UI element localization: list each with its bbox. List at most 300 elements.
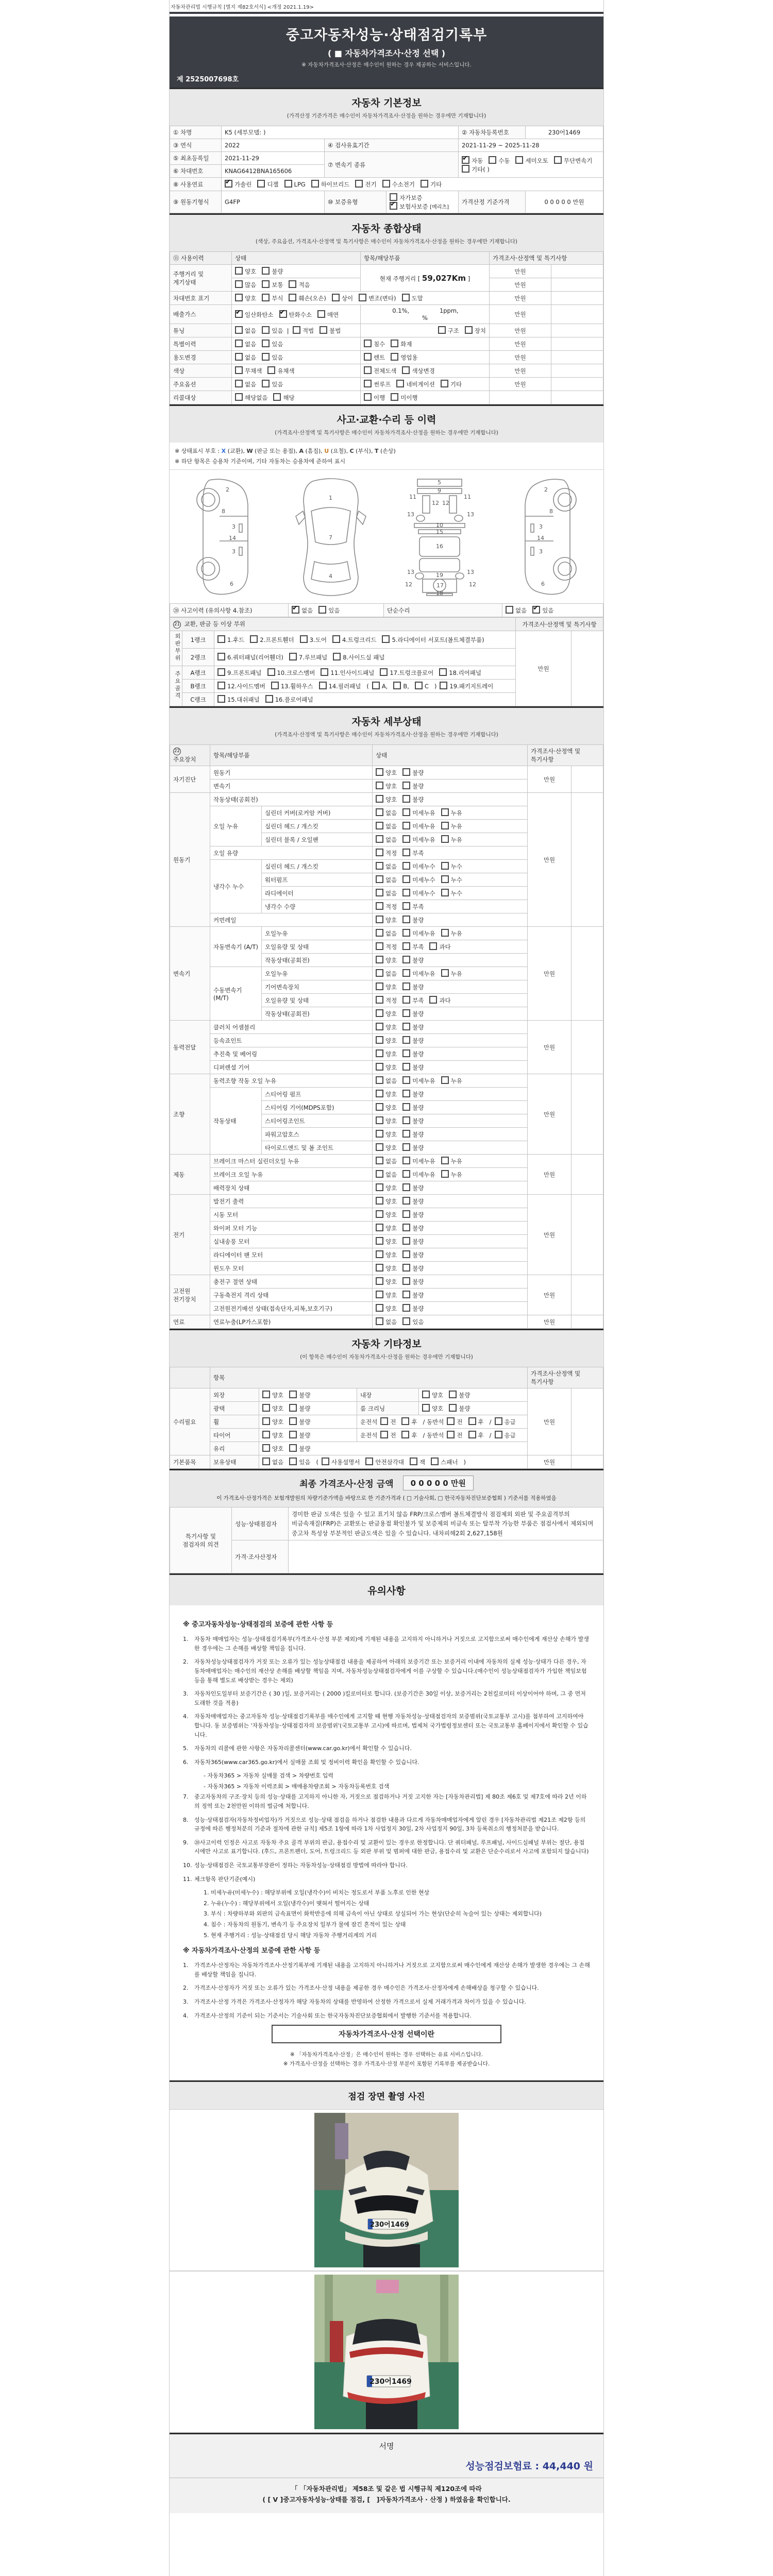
checkbox-icon[interactable] — [441, 862, 449, 870]
checkbox-option[interactable] — [441, 969, 462, 978]
checkbox-option[interactable] — [376, 902, 397, 911]
checkbox-icon[interactable] — [415, 682, 423, 689]
checkbox-icon[interactable] — [217, 695, 225, 703]
checkbox-icon[interactable] — [376, 982, 383, 990]
checkbox-option[interactable] — [333, 653, 384, 662]
checkbox-icon[interactable] — [402, 1197, 410, 1205]
checkbox-icon[interactable] — [402, 768, 410, 776]
checkbox-option[interactable] — [376, 1049, 397, 1058]
checkbox-icon[interactable] — [235, 294, 243, 301]
checkbox-option[interactable] — [506, 606, 527, 615]
checkbox-option[interactable] — [376, 1264, 397, 1273]
checkbox-option[interactable] — [235, 353, 256, 362]
checkbox-icon[interactable] — [380, 668, 388, 676]
checkbox-option[interactable] — [262, 294, 283, 302]
checkbox-icon[interactable] — [262, 280, 270, 288]
checkbox-option[interactable] — [402, 969, 435, 978]
checkbox-option[interactable] — [311, 180, 350, 189]
checkbox-option[interactable] — [376, 768, 397, 777]
checkbox-option[interactable] — [402, 768, 424, 777]
checkbox-option[interactable] — [402, 366, 434, 375]
checkbox-icon[interactable] — [235, 340, 243, 347]
checkbox-icon[interactable] — [440, 682, 447, 689]
checkbox-option[interactable] — [441, 875, 462, 884]
checkbox-icon[interactable] — [289, 1417, 297, 1425]
checkbox-option[interactable] — [376, 956, 397, 964]
checkbox-option[interactable] — [402, 1183, 424, 1192]
checkbox-option[interactable] — [318, 606, 340, 615]
checkbox-option[interactable] — [376, 835, 397, 844]
checkbox-option[interactable] — [380, 1431, 396, 1439]
checkbox-option[interactable] — [376, 1170, 397, 1179]
checkbox-option[interactable] — [250, 635, 294, 644]
checkbox-option[interactable] — [402, 996, 424, 1005]
checkbox-icon[interactable] — [235, 353, 243, 361]
checkbox-icon[interactable] — [376, 768, 383, 776]
checkbox-icon[interactable] — [365, 1458, 373, 1465]
checkbox-option[interactable] — [376, 996, 397, 1005]
checkbox-option[interactable] — [317, 310, 339, 319]
checkbox-icon[interactable] — [235, 280, 243, 288]
checkbox-option[interactable] — [376, 822, 397, 831]
checkbox-option[interactable] — [402, 1009, 424, 1018]
checkbox-option[interactable] — [376, 1183, 397, 1192]
checkbox-option[interactable] — [289, 653, 327, 662]
checkbox-icon[interactable] — [289, 1391, 297, 1398]
checkbox-icon[interactable] — [376, 1170, 383, 1178]
checkbox-icon[interactable] — [273, 393, 281, 401]
checkbox-option[interactable] — [429, 996, 450, 1005]
checkbox-icon[interactable] — [267, 668, 275, 676]
checkbox-option[interactable] — [376, 1250, 397, 1259]
checkbox-option[interactable] — [402, 1103, 424, 1112]
checkbox-option[interactable] — [376, 1143, 397, 1152]
checkbox-icon[interactable] — [376, 1317, 383, 1325]
checkbox-icon[interactable] — [402, 929, 410, 937]
checkbox-icon[interactable] — [355, 180, 363, 188]
checkbox-icon[interactable] — [402, 1103, 410, 1111]
checkbox-icon[interactable] — [284, 180, 292, 188]
checkbox-option[interactable] — [289, 1444, 310, 1453]
checkbox-icon[interactable] — [396, 380, 404, 387]
checkbox-icon[interactable] — [449, 1404, 457, 1412]
checkbox-option[interactable] — [262, 1404, 283, 1413]
checkbox-option[interactable] — [439, 668, 481, 677]
checkbox-icon[interactable] — [402, 1224, 410, 1231]
checkbox-option[interactable] — [402, 942, 424, 951]
checkbox-option[interactable] — [441, 380, 462, 388]
checkbox-icon[interactable] — [441, 835, 449, 843]
checkbox-option[interactable] — [262, 1431, 283, 1439]
checkbox-option[interactable] — [441, 808, 462, 817]
checkbox-option[interactable] — [402, 982, 424, 991]
checkbox-option[interactable] — [235, 340, 256, 348]
checkbox-checked-icon[interactable] — [462, 156, 469, 164]
checkbox-icon[interactable] — [429, 942, 437, 950]
checkbox-icon[interactable] — [376, 822, 383, 829]
checkbox-option[interactable] — [402, 1237, 424, 1246]
checkbox-option[interactable] — [402, 782, 424, 790]
checkbox-option[interactable] — [262, 1444, 283, 1453]
checkbox-icon[interactable] — [364, 353, 372, 361]
checkbox-icon[interactable] — [391, 353, 398, 361]
checkbox-icon[interactable] — [262, 294, 270, 301]
checkbox-icon[interactable] — [489, 156, 496, 164]
checkbox-icon[interactable] — [235, 380, 243, 387]
checkbox-option[interactable] — [321, 668, 374, 677]
checkbox-icon[interactable] — [402, 916, 410, 923]
checkbox-icon[interactable] — [376, 782, 383, 789]
checkbox-icon[interactable] — [441, 929, 449, 937]
checkbox-icon[interactable] — [332, 294, 340, 301]
checkbox-icon[interactable] — [441, 1170, 449, 1178]
checkbox-icon[interactable] — [376, 875, 383, 883]
checkbox-option[interactable] — [364, 366, 396, 375]
checkbox-option[interactable] — [402, 1157, 435, 1165]
checkbox-icon[interactable] — [376, 1103, 383, 1111]
checkbox-icon[interactable] — [441, 969, 449, 977]
checkbox-icon[interactable] — [235, 393, 243, 401]
checkbox-icon[interactable] — [441, 1157, 449, 1164]
checkbox-icon[interactable] — [468, 1417, 476, 1425]
checkbox-icon[interactable] — [262, 326, 270, 334]
checkbox-icon[interactable] — [376, 942, 383, 950]
checkbox-option[interactable] — [441, 889, 462, 897]
checkbox-icon[interactable] — [376, 1090, 383, 1097]
checkbox-option[interactable] — [402, 875, 435, 884]
checkbox-option[interactable] — [235, 380, 256, 388]
checkbox-checked-icon[interactable] — [279, 310, 287, 318]
checkbox-option[interactable] — [376, 889, 397, 897]
checkbox-option[interactable] — [462, 165, 490, 174]
checkbox-icon[interactable] — [421, 180, 428, 188]
checkbox-option[interactable] — [441, 1170, 462, 1179]
checkbox-option[interactable] — [396, 380, 435, 388]
checkbox-icon[interactable] — [431, 1458, 439, 1465]
checkbox-option[interactable] — [402, 1090, 424, 1098]
checkbox-option[interactable] — [402, 1049, 424, 1058]
checkbox-icon[interactable] — [376, 902, 383, 910]
checkbox-option[interactable] — [402, 1291, 424, 1299]
checkbox-option[interactable] — [376, 916, 397, 924]
checkbox-option[interactable] — [332, 294, 353, 302]
checkbox-option[interactable] — [402, 916, 424, 924]
checkbox-icon[interactable] — [402, 1049, 410, 1057]
checkbox-icon[interactable] — [265, 695, 273, 703]
checkbox-option[interactable] — [364, 393, 385, 402]
checkbox-option[interactable] — [402, 1116, 424, 1125]
checkbox-icon[interactable] — [402, 795, 410, 803]
checkbox-icon[interactable] — [402, 1210, 410, 1218]
checkbox-icon[interactable] — [462, 165, 469, 173]
checkbox-checked-icon[interactable] — [390, 202, 397, 210]
checkbox-option[interactable] — [376, 849, 397, 857]
checkbox-option[interactable] — [364, 380, 391, 388]
checkbox-icon[interactable] — [235, 326, 243, 334]
checkbox-option[interactable] — [449, 1404, 470, 1413]
checkbox-option[interactable] — [322, 1458, 360, 1466]
checkbox-icon[interactable] — [441, 875, 449, 883]
checkbox-option[interactable] — [402, 294, 423, 302]
checkbox-option[interactable] — [257, 180, 278, 189]
checkbox-option[interactable] — [262, 353, 283, 362]
checkbox-icon[interactable] — [402, 1023, 410, 1030]
checkbox-option[interactable] — [402, 929, 435, 938]
checkbox-option[interactable] — [402, 835, 435, 844]
checkbox-icon[interactable] — [376, 808, 383, 816]
checkbox-icon[interactable] — [438, 326, 446, 334]
checkbox-option[interactable] — [402, 1130, 424, 1139]
checkbox-option[interactable] — [376, 1237, 397, 1246]
checkbox-icon[interactable] — [376, 849, 383, 856]
checkbox-icon[interactable] — [289, 1431, 297, 1438]
checkbox-option[interactable] — [289, 294, 326, 302]
checkbox-icon[interactable] — [289, 1444, 297, 1452]
checkbox-icon[interactable] — [495, 1431, 502, 1438]
checkbox-icon[interactable] — [441, 380, 448, 387]
checkbox-option[interactable] — [217, 668, 262, 677]
checkbox-option[interactable] — [364, 340, 385, 348]
checkbox-option[interactable] — [235, 326, 256, 335]
checkbox-icon[interactable] — [376, 996, 383, 1004]
checkbox-option[interactable] — [401, 1431, 417, 1439]
checkbox-option[interactable] — [235, 294, 256, 302]
checkbox-option[interactable] — [376, 1076, 397, 1085]
checkbox-option[interactable] — [515, 156, 548, 165]
checkbox-icon[interactable] — [376, 1157, 383, 1164]
checkbox-option[interactable] — [376, 1157, 397, 1165]
checkbox-option[interactable] — [289, 1417, 310, 1426]
checkbox-option[interactable] — [293, 326, 314, 335]
checkbox-option[interactable] — [376, 1036, 397, 1045]
checkbox-option[interactable] — [376, 1210, 397, 1219]
checkbox-option[interactable] — [320, 326, 341, 335]
checkbox-icon[interactable] — [364, 393, 372, 401]
checkbox-icon[interactable] — [262, 267, 270, 275]
checkbox-option[interactable] — [402, 1076, 435, 1085]
checkbox-option[interactable] — [495, 1417, 516, 1426]
checkbox-icon[interactable] — [402, 822, 410, 829]
checkbox-option[interactable] — [235, 310, 274, 319]
checkbox-icon[interactable] — [402, 835, 410, 843]
checkbox-icon[interactable] — [267, 366, 275, 374]
checkbox-icon[interactable] — [422, 1404, 430, 1412]
checkbox-icon[interactable] — [364, 340, 372, 347]
checkbox-option[interactable] — [402, 1036, 424, 1045]
checkbox-option[interactable] — [449, 1391, 470, 1399]
checkbox-option[interactable] — [391, 340, 412, 348]
checkbox-option[interactable] — [376, 969, 397, 978]
checkbox-option[interactable] — [332, 635, 377, 644]
checkbox-option[interactable] — [376, 1291, 397, 1299]
checkbox-option[interactable] — [402, 1304, 424, 1313]
checkbox-option[interactable] — [382, 180, 415, 189]
checkbox-option[interactable] — [289, 1391, 310, 1399]
checkbox-option[interactable] — [359, 294, 396, 302]
checkbox-icon[interactable] — [320, 326, 327, 334]
checkbox-option[interactable] — [365, 1458, 404, 1466]
checkbox-option[interactable] — [376, 1023, 397, 1031]
checkbox-icon[interactable] — [289, 1404, 297, 1412]
checkbox-option[interactable] — [495, 1431, 516, 1439]
checkbox-option[interactable] — [402, 1197, 424, 1206]
checkbox-icon[interactable] — [376, 889, 383, 896]
checkbox-option[interactable] — [382, 635, 484, 644]
checkbox-icon[interactable] — [376, 795, 383, 803]
checkbox-icon[interactable] — [402, 875, 410, 883]
checkbox-icon[interactable] — [217, 635, 225, 643]
checkbox-icon[interactable] — [402, 1264, 410, 1272]
checkbox-icon[interactable] — [262, 1431, 270, 1438]
checkbox-option[interactable] — [262, 280, 283, 289]
checkbox-icon[interactable] — [376, 1009, 383, 1017]
checkbox-option[interactable] — [235, 393, 267, 402]
checkbox-option[interactable] — [271, 682, 313, 690]
checkbox-option[interactable] — [376, 795, 397, 804]
checkbox-icon[interactable] — [376, 1250, 383, 1258]
checkbox-option[interactable] — [402, 849, 424, 857]
checkbox-icon[interactable] — [376, 1116, 383, 1124]
checkbox-option[interactable] — [468, 1431, 484, 1439]
checkbox-option[interactable] — [289, 1404, 310, 1413]
checkbox-option[interactable] — [447, 1431, 462, 1439]
checkbox-icon[interactable] — [300, 635, 308, 643]
checkbox-option[interactable] — [376, 1063, 397, 1072]
checkbox-icon[interactable] — [289, 294, 296, 301]
checkbox-option[interactable] — [267, 366, 294, 375]
checkbox-icon[interactable] — [402, 1157, 410, 1164]
checkbox-icon[interactable] — [402, 862, 410, 870]
checkbox-icon[interactable] — [376, 1143, 383, 1151]
checkbox-option[interactable] — [262, 1458, 283, 1466]
checkbox-icon[interactable] — [321, 668, 328, 676]
checkbox-option[interactable] — [401, 1417, 417, 1426]
checkbox-icon[interactable] — [376, 1277, 383, 1285]
checkbox-option[interactable] — [279, 310, 312, 319]
checkbox-icon[interactable] — [402, 1009, 410, 1017]
checkbox-icon[interactable] — [391, 340, 398, 347]
checkbox-icon[interactable] — [262, 1391, 270, 1398]
checkbox-icon[interactable] — [402, 366, 410, 374]
checkbox-icon[interactable] — [235, 366, 243, 374]
checkbox-icon[interactable] — [376, 1049, 383, 1057]
checkbox-icon[interactable] — [402, 942, 410, 950]
checkbox-icon[interactable] — [495, 1417, 502, 1425]
checkbox-icon[interactable] — [322, 1458, 329, 1465]
checkbox-option[interactable] — [468, 1417, 484, 1426]
checkbox-icon[interactable] — [380, 1417, 388, 1425]
checkbox-icon[interactable] — [402, 849, 410, 856]
checkbox-icon[interactable] — [376, 916, 383, 923]
checkbox-icon[interactable] — [402, 1304, 410, 1312]
checkbox-checked-icon[interactable] — [292, 606, 299, 614]
checkbox-option[interactable] — [441, 1157, 462, 1165]
checkbox-option[interactable] — [532, 606, 553, 615]
checkbox-option[interactable] — [376, 1130, 397, 1139]
checkbox-icon[interactable] — [515, 156, 523, 164]
checkbox-icon[interactable] — [422, 1391, 430, 1398]
checkbox-option[interactable] — [441, 822, 462, 831]
checkbox-icon[interactable] — [441, 1076, 449, 1084]
checkbox-option[interactable] — [376, 1224, 397, 1232]
checkbox-option[interactable] — [402, 1224, 424, 1232]
checkbox-icon[interactable] — [401, 1417, 409, 1425]
checkbox-icon[interactable] — [410, 1458, 417, 1465]
checkbox-option[interactable] — [421, 180, 442, 189]
checkbox-option[interactable] — [402, 1317, 424, 1326]
checkbox-icon[interactable] — [376, 1036, 383, 1044]
checkbox-option[interactable] — [554, 156, 593, 165]
checkbox-option[interactable] — [376, 808, 397, 817]
checkbox-option[interactable] — [402, 889, 435, 897]
checkbox-icon[interactable] — [257, 180, 265, 188]
checkbox-icon[interactable] — [447, 1417, 455, 1425]
checkbox-option[interactable] — [441, 835, 462, 844]
checkbox-option[interactable] — [262, 1417, 283, 1426]
checkbox-option[interactable] — [225, 180, 251, 189]
checkbox-icon[interactable] — [376, 1063, 383, 1071]
checkbox-option[interactable] — [217, 653, 283, 662]
checkbox-option[interactable] — [262, 380, 283, 388]
checkbox-icon[interactable] — [376, 1264, 383, 1272]
checkbox-icon[interactable] — [390, 193, 397, 201]
checkbox-option[interactable] — [422, 1404, 443, 1413]
checkbox-icon[interactable] — [376, 1076, 383, 1084]
checkbox-icon[interactable] — [250, 635, 258, 643]
checkbox-option[interactable] — [376, 1304, 397, 1313]
checkbox-icon[interactable] — [441, 889, 449, 896]
checkbox-icon[interactable] — [402, 1036, 410, 1044]
checkbox-icon[interactable] — [402, 1291, 410, 1298]
checkbox-icon[interactable] — [262, 1458, 270, 1465]
checkbox-option[interactable] — [391, 393, 417, 402]
checkbox-option[interactable] — [447, 1417, 462, 1426]
checkbox-option[interactable] — [319, 682, 361, 690]
checkbox-icon[interactable] — [402, 782, 410, 789]
checkbox-icon[interactable] — [262, 1404, 270, 1412]
checkbox-icon[interactable] — [289, 1458, 297, 1465]
checkbox-option[interactable] — [440, 682, 493, 690]
checkbox-icon[interactable] — [402, 996, 410, 1004]
checkbox-icon[interactable] — [364, 380, 372, 387]
checkbox-icon[interactable] — [376, 969, 383, 977]
checkbox-icon[interactable] — [333, 653, 341, 660]
checkbox-option[interactable] — [273, 393, 294, 402]
checkbox-option[interactable] — [429, 942, 450, 951]
checkbox-icon[interactable] — [402, 1076, 410, 1084]
checkbox-option[interactable] — [262, 326, 283, 335]
checkbox-option[interactable] — [402, 1023, 424, 1031]
checkbox-icon[interactable] — [359, 294, 366, 301]
checkbox-icon[interactable] — [402, 808, 410, 816]
checkbox-option[interactable] — [289, 1431, 310, 1439]
checkbox-icon[interactable] — [393, 682, 401, 689]
checkbox-option[interactable] — [265, 695, 313, 704]
checkbox-icon[interactable] — [372, 682, 380, 689]
checkbox-option[interactable] — [402, 956, 424, 964]
checkbox-option[interactable] — [376, 1277, 397, 1286]
checkbox-option[interactable] — [376, 929, 397, 938]
checkbox-option[interactable] — [402, 1277, 424, 1286]
checkbox-option[interactable] — [402, 862, 435, 871]
checkbox-icon[interactable] — [468, 1431, 476, 1438]
checkbox-icon[interactable] — [402, 1090, 410, 1097]
checkbox-icon[interactable] — [402, 294, 410, 301]
checkbox-icon[interactable] — [262, 353, 270, 361]
checkbox-icon[interactable] — [402, 889, 410, 896]
checkbox-option[interactable] — [391, 353, 417, 362]
checkbox-option[interactable] — [402, 1170, 435, 1179]
